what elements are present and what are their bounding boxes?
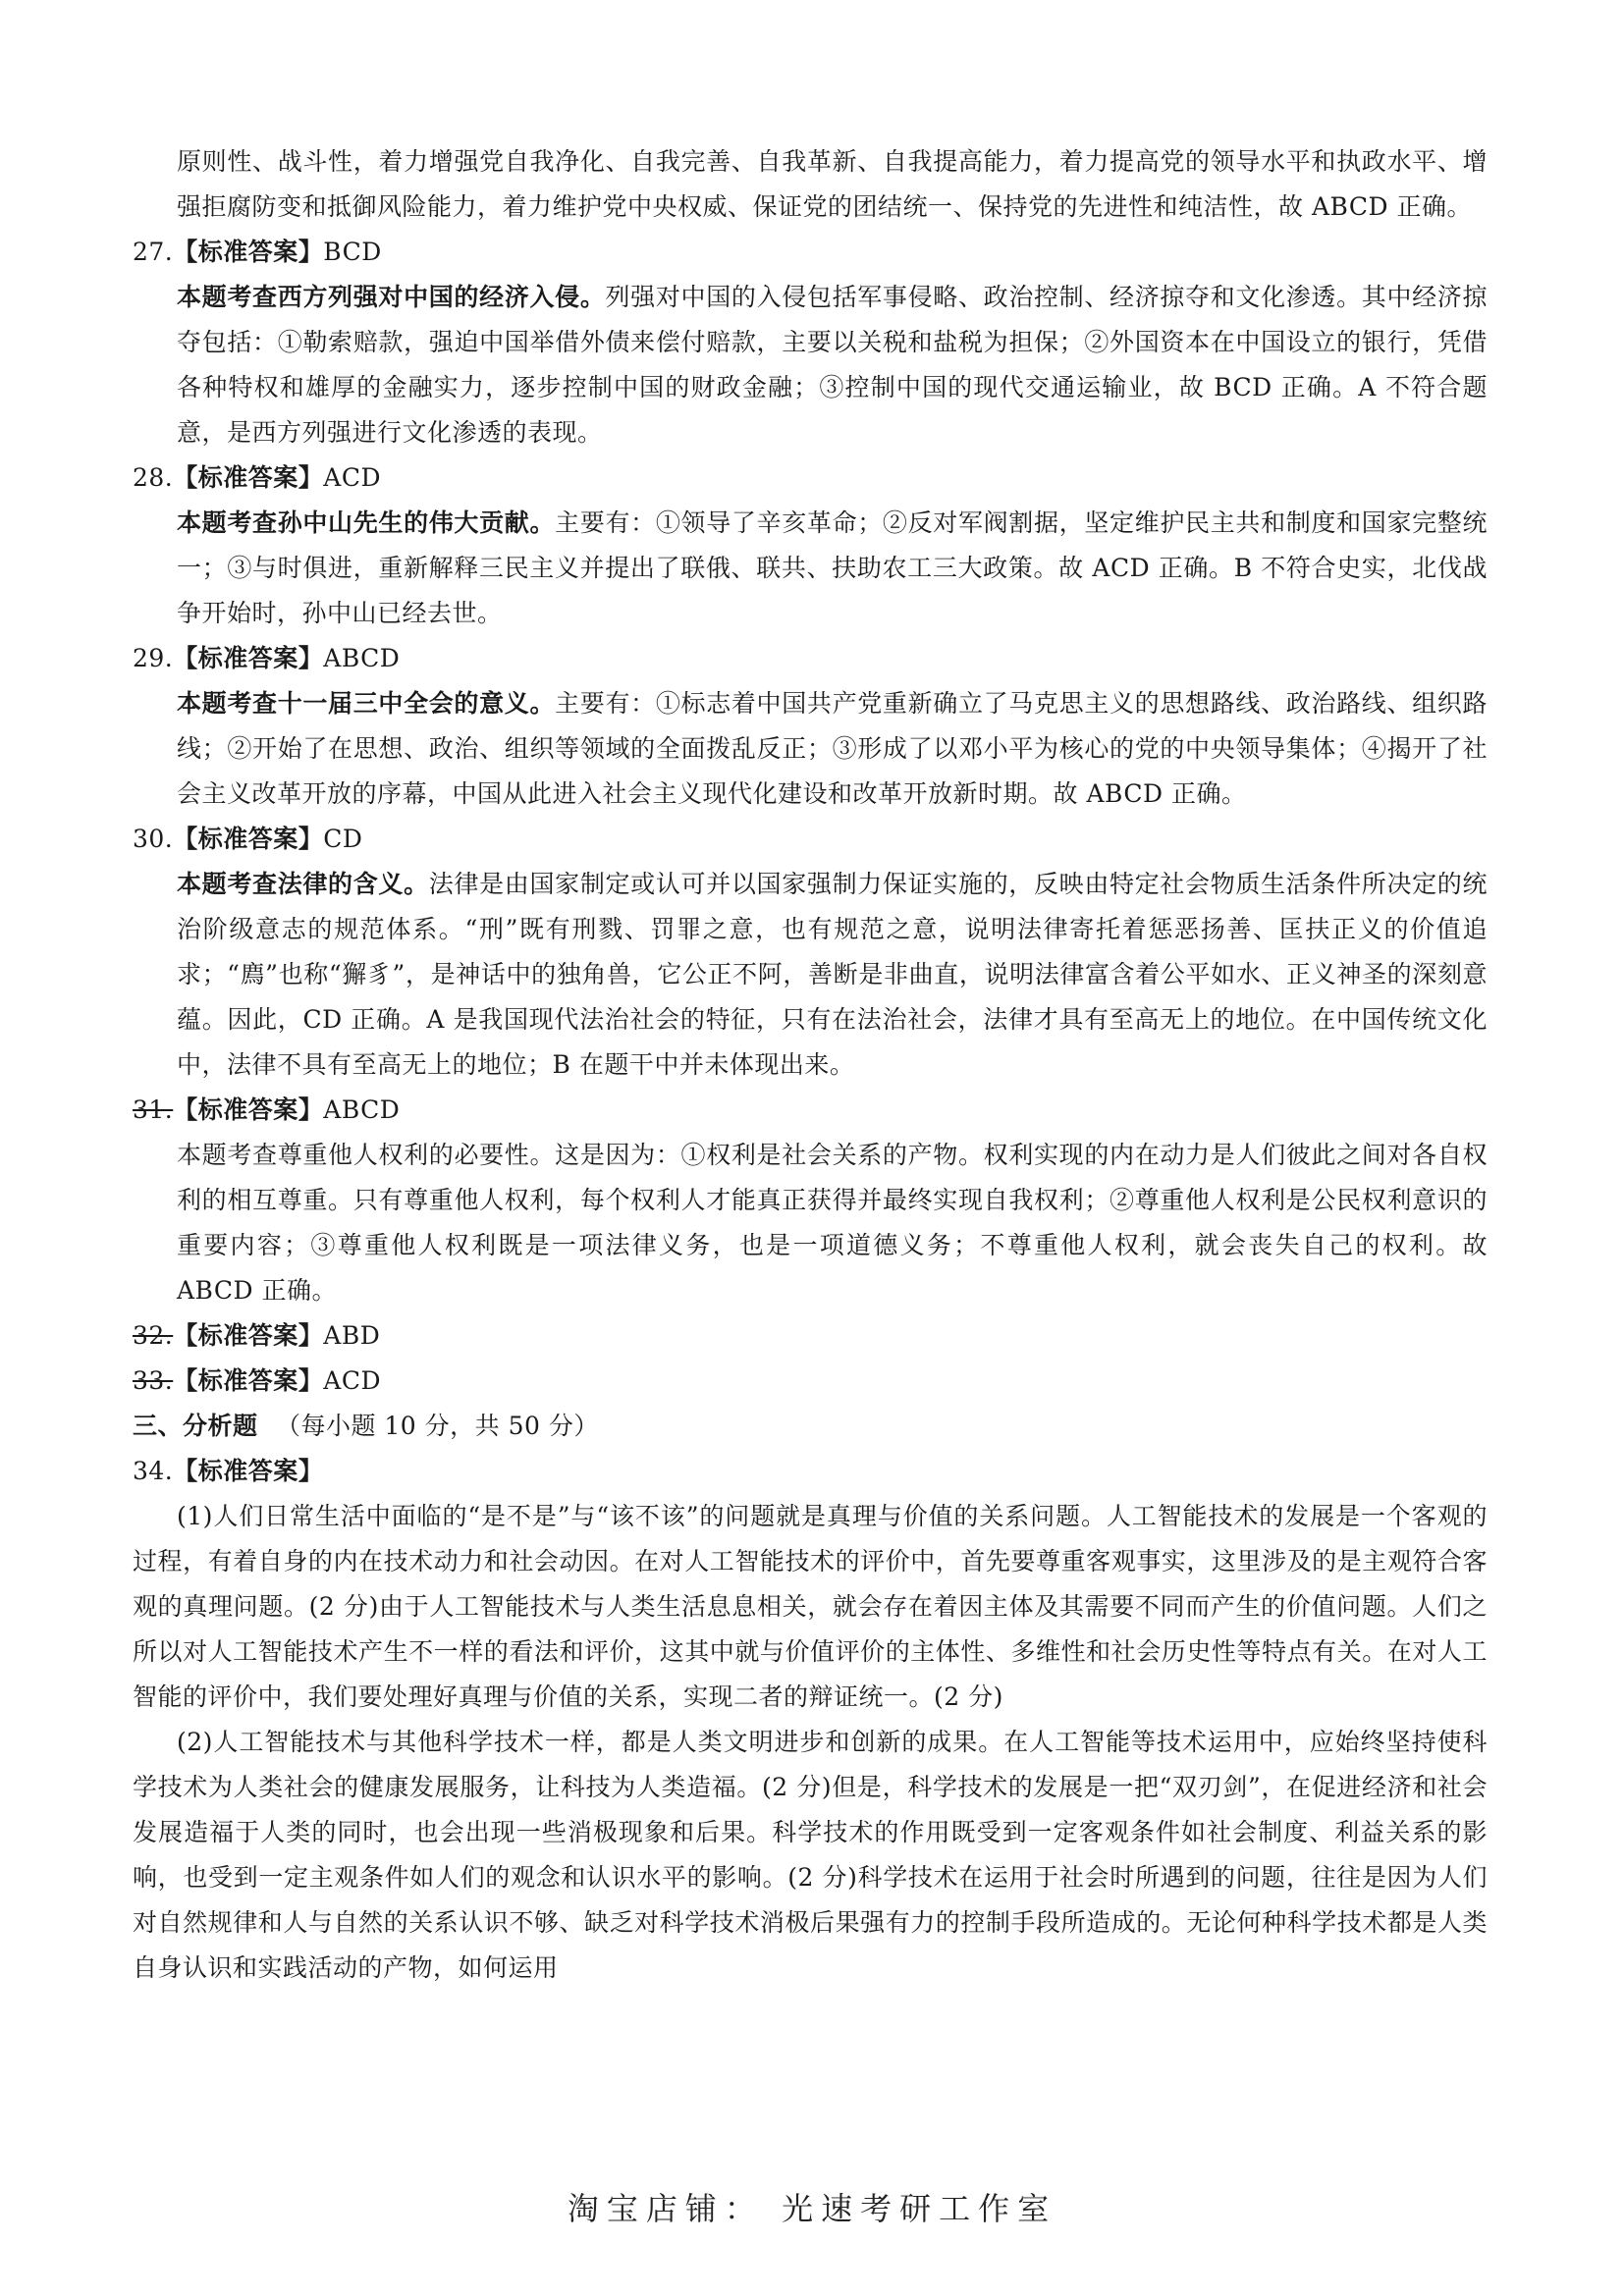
answer-label: 【标准答案】 xyxy=(173,644,324,672)
answer-item-30 xyxy=(133,817,1488,1088)
explanation xyxy=(133,681,1488,817)
answer-item-32 xyxy=(133,1313,1488,1359)
answer-label: 【标准答案】 xyxy=(173,1095,324,1124)
question-number: 31. xyxy=(133,1095,174,1124)
answer-value: ABD xyxy=(323,1321,381,1350)
explanation xyxy=(133,862,1488,1088)
question-number: 28. xyxy=(133,463,174,492)
section-note: （每小题 10 分，共 50 分） xyxy=(275,1412,599,1440)
explanation-text: 主要有：①领导了辛亥革命；②反对军阀割据，坚定维护民主共和制度和国家完整统一；③与时俱进，重新解释三民主义并提出了联俄、联共、扶助农工三大政策。故 ACD 正确。B 不符合史实，北伐战争开始时，孙中山已经去世。 xyxy=(177,508,1488,627)
explanation xyxy=(133,1133,1488,1313)
document-page xyxy=(133,139,1488,1991)
answer-label: 【标准答案】 xyxy=(173,825,324,853)
section-title: 三、分析题 xyxy=(133,1412,258,1440)
answer-header xyxy=(133,1088,1488,1133)
answer-label: 【标准答案】 xyxy=(173,1366,324,1395)
explanation-lead: 本题考查孙中山先生的伟大贡献。 xyxy=(177,508,556,537)
answer-header xyxy=(133,230,1488,275)
answer-value: ABCD xyxy=(323,644,401,672)
answer-item-33 xyxy=(133,1359,1488,1404)
answer-header xyxy=(133,636,1488,681)
question-number: 33. xyxy=(133,1366,174,1395)
explanation-text: 主要有：①标志着中国共产党重新确立了马克思主义的思想路线、政治路线、组织路线；②开始了在思想、政治、组织等领域的全面拨乱反正；③形成了以邓小平为核心的党的中央领导集体；④揭开了社会主义改革开放的序幕，中国从此进入社会主义现代化建设和改革开放新时期。故 ABCD 正确。 xyxy=(177,689,1488,808)
explanation-text: 本题考查尊重他人权利的必要性。这是因为：①权利是社会关系的产物。权利实现的内在动力是人们彼此之间对各自权利的相互尊重。只有尊重他人权利，每个权利人才能真正获得并最终实现自我权利；②尊重他人权利是公民权利意识的重要内容；③尊重他人权利既是一项法律义务，也是一项道德义务；不尊重他人权利，就会丧失自己的权利。故 ABCD 正确。 xyxy=(177,1141,1488,1305)
answer-item-27 xyxy=(133,230,1488,455)
footer-watermark: 淘宝店铺： 光速考研工作室 xyxy=(567,2190,1057,2227)
explanation-text: 法律是由国家制定或认可并以国家强制力保证实施的，反映由特定社会物质生活条件所决定的统治阶级意志的规范体系。“刑”既有刑戮、罚罪之意，也有规范之意，说明法律寄托着惩恶扬善、匡扶正义的价值追求；“廌”也称“獬豸”，是神话中的独角兽，它公正不阿，善断是非曲直，说明法律富含着公平如水、正义神圣的深刻意蕴。因此，CD 正确。A 是我国现代法治社会的特征，只有在法治社会，法律才具有至高无上的地位。在中国传统文化中，法律不具有至高无上的地位；B 在题干中并未体现出来。 xyxy=(177,870,1488,1079)
explanation xyxy=(133,275,1488,455)
answer-value: ACD xyxy=(323,463,382,492)
explanation-lead: 本题考查十一届三中全会的意义。 xyxy=(177,689,556,718)
answer-label: 【标准答案】 xyxy=(173,1321,324,1350)
answer-value: CD xyxy=(323,825,363,853)
answer-header xyxy=(133,455,1488,501)
answer-value: ACD xyxy=(323,1366,382,1395)
question-number: 34. xyxy=(133,1457,174,1485)
answer-item-28 xyxy=(133,455,1488,636)
answer-value: BCD xyxy=(323,238,382,266)
question-number: 30. xyxy=(133,825,174,853)
explanation-text: 列强对中国的入侵包括军事侵略、政治控制、经济掠夺和文化渗透。其中经济掠夺包括：①勒索赔款，强迫中国举借外债来偿付赔款，主要以关税和盐税为担保；②外国资本在中国设立的银行，凭借各种特权和雄厚的金融实力，逐步控制中国的财政金融；③控制中国的现代交通运输业，故 BCD 正确。A 不符合题意，是西方列强进行文化渗透的表现。 xyxy=(177,283,1488,447)
answer-item-29 xyxy=(133,636,1488,817)
answer-item-34 xyxy=(133,1449,1488,1991)
section-heading xyxy=(133,1404,1488,1449)
answer-item-31 xyxy=(133,1088,1488,1313)
answer-paragraph-1: (1)人们日常生活中面临的“是不是”与“该不该”的问题就是真理与价值的关系问题。人工智能技术的发展是一个客观的过程，有着自身的内在技术动力和社会动因。在对人工智能技术的评价中，首先要尊重客观事实，这里涉及的是主观符合客观的真理问题。(2 分)由于人工智能技术与人类生活息息相关，就会存在着因主体及其需要不同而产生的价值问题。人们之所以对人工智能技术产生不一样的看法和评价，这其中就与价值评价的主体性、多维性和社会历史性等特点有关。在对人工智能的评价中，我们要处理好真理与价值的关系，实现二者的辩证统一。(2 分) xyxy=(133,1502,1488,1711)
explanation-lead: 本题考查西方列强对中国的经济入侵。 xyxy=(177,283,606,311)
question-number: 29. xyxy=(133,644,174,672)
question-number: 32. xyxy=(133,1321,174,1350)
answer-label: 【标准答案】 xyxy=(173,238,324,266)
answer-label: 【标准答案】 xyxy=(173,463,324,492)
answer-header xyxy=(133,817,1488,862)
continuation-paragraph: 原则性、战斗性，着力增强党自我净化、自我完善、自我革新、自我提高能力，着力提高党的领导水平和执政水平、增强拒腐防变和抵御风险能力，着力维护党中央权威、保证党的团结统一、保持党的先进性和纯洁性，故 ABCD 正确。 xyxy=(177,147,1488,221)
answer-value: ABCD xyxy=(323,1095,401,1124)
answer-label: 【标准答案】 xyxy=(173,1457,324,1485)
explanation-lead: 本题考查法律的含义。 xyxy=(177,870,429,898)
explanation xyxy=(133,501,1488,636)
question-number: 27. xyxy=(133,238,174,266)
answer-header xyxy=(133,1449,1488,1494)
answer-paragraph-2: (2)人工智能技术与其他科学技术一样，都是人类文明进步和创新的成果。在人工智能等技术运用中，应始终坚持使科学技术为人类社会的健康发展服务，让科技为人类造福。(2 分)但是，科学技术的发展是一把“双刃剑”，在促进经济和社会发展造福于人类的同时，也会出现一些消极现象和后果。科学技术的作用既受到一定客观条件如社会制度、利益关系的影响，也受到一定主观条件如人们的观念和认识水平的影响。(2 分)科学技术在运用于社会时所遇到的问题，往往是因为人们对自然规律和人与自然的关系认识不够、缺乏对科学技术消极后果强有力的控制手段所造成的。无论何种科学技术都是人类自身认识和实践活动的产物，如何运用 xyxy=(133,1728,1488,1982)
